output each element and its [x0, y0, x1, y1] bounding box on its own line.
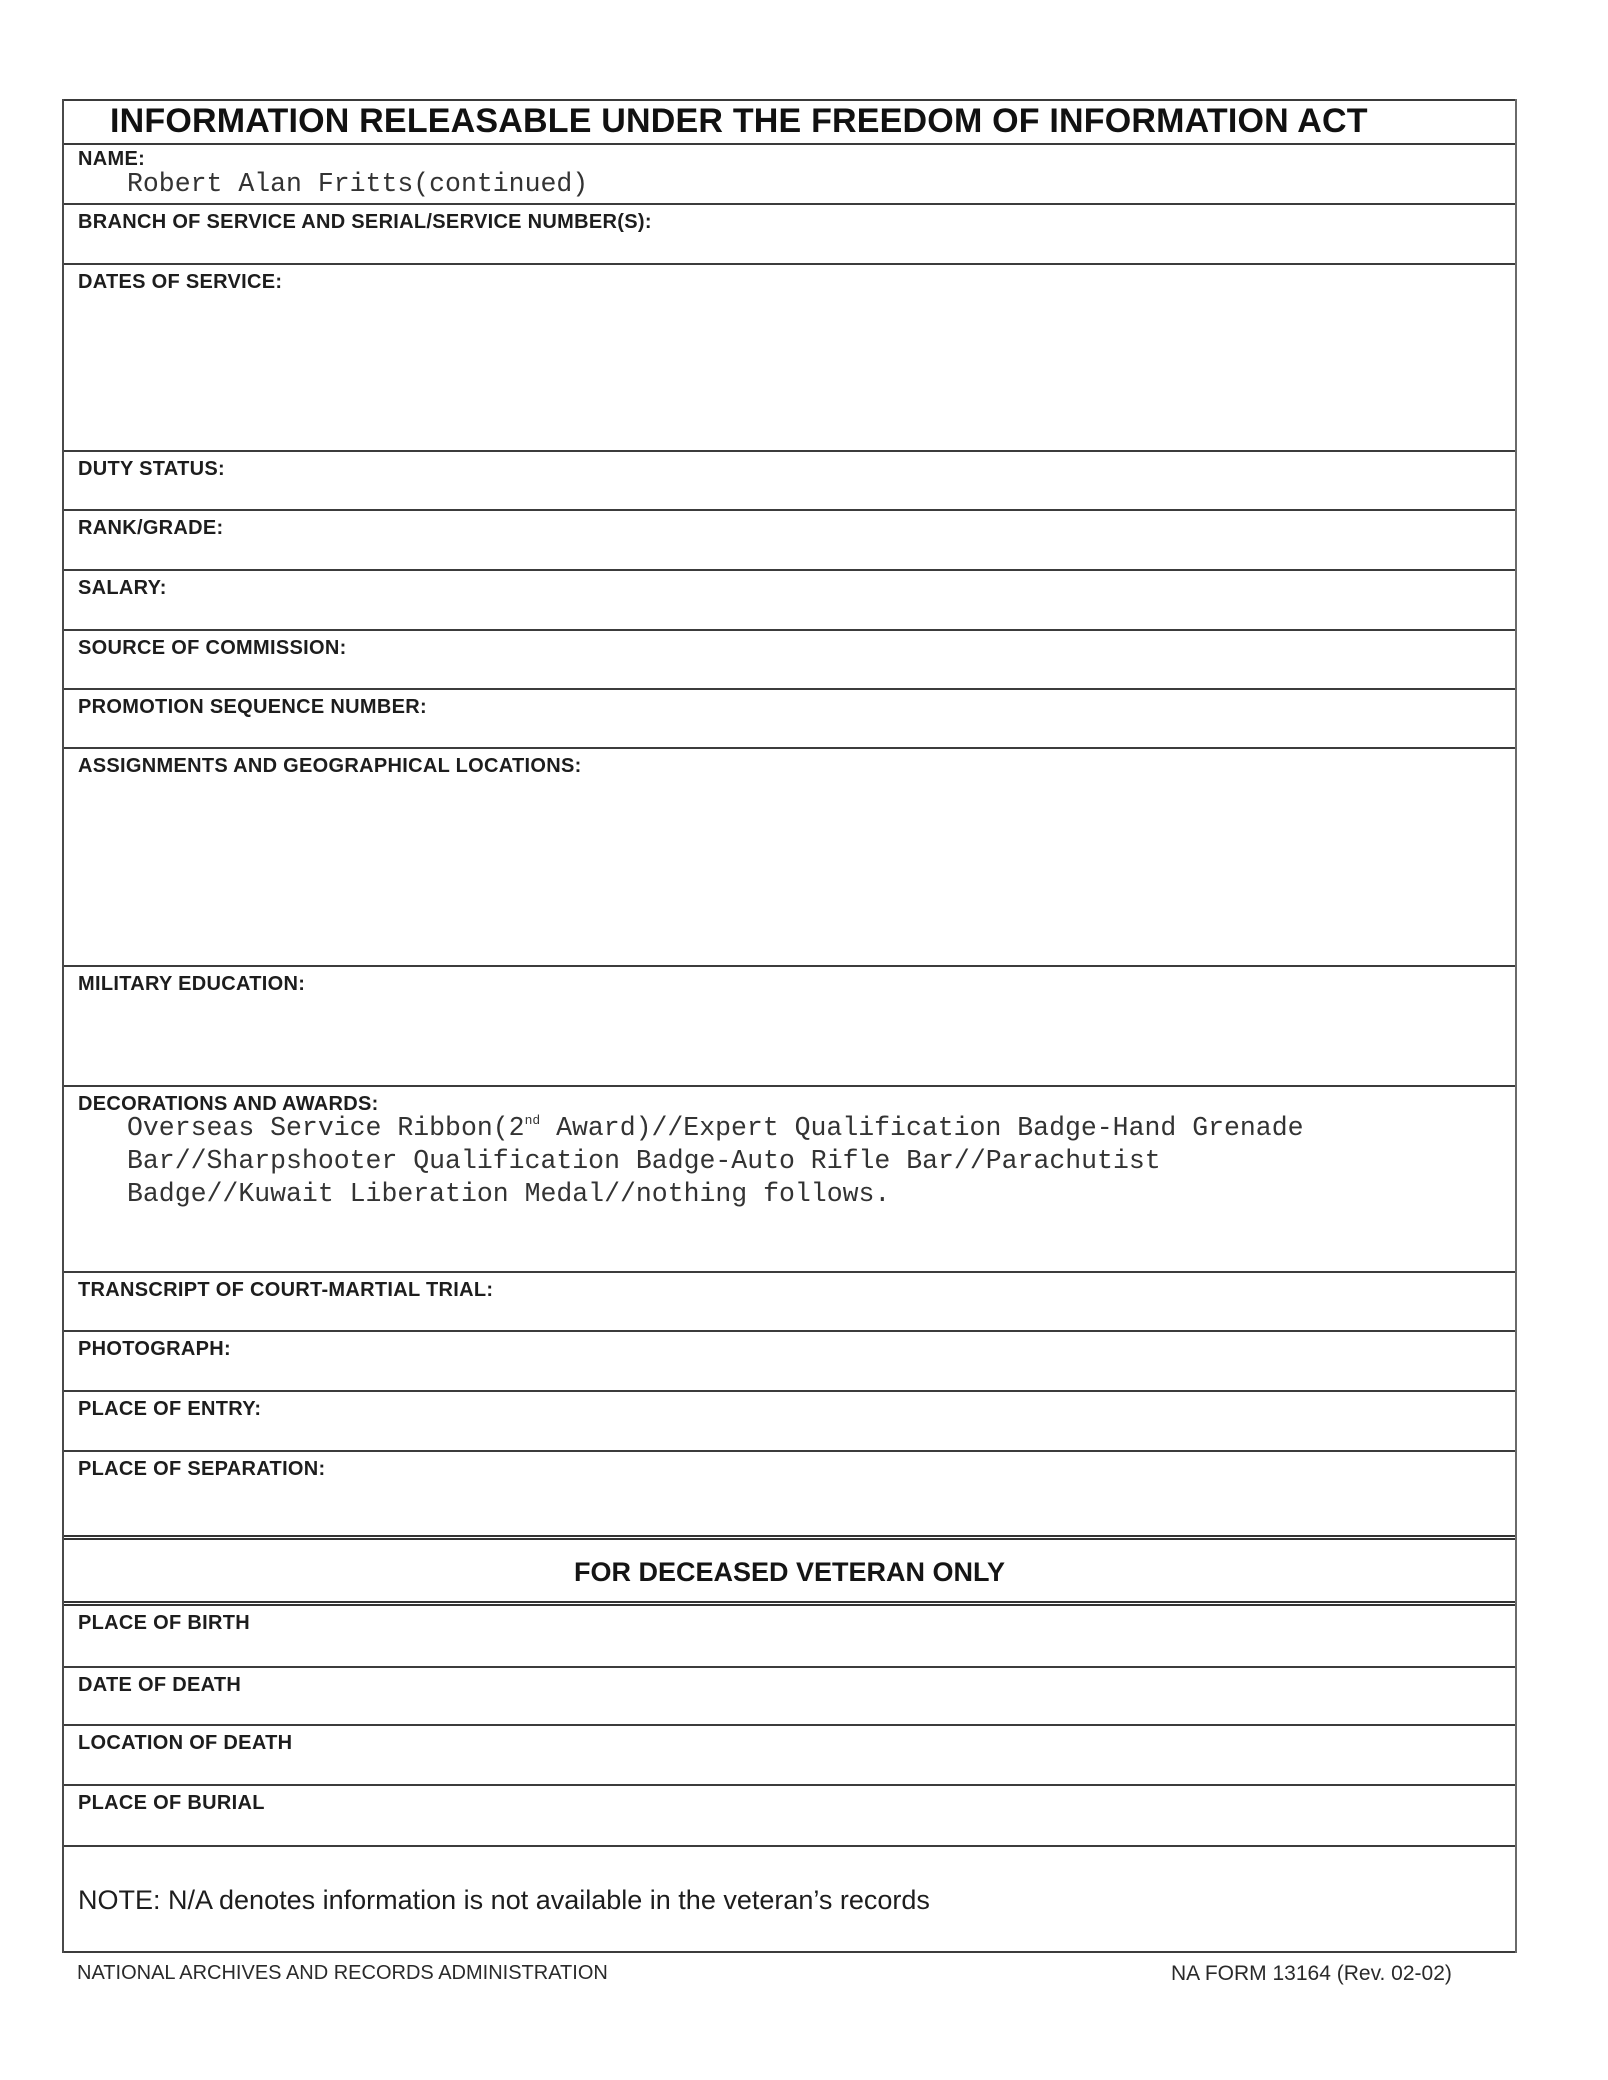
deceased-section-header [64, 1540, 1515, 1606]
field-label: NAME: [78, 148, 146, 170]
field-label: BRANCH OF SERVICE AND SERIAL/SERVICE NUMBER(S): [78, 211, 652, 233]
field-salary [64, 571, 1515, 631]
field-date-of-death [64, 1668, 1515, 1726]
field-place-of-birth [64, 1606, 1515, 1668]
field-label: PROMOTION SEQUENCE NUMBER: [78, 696, 427, 718]
field-branch [64, 205, 1515, 265]
note-text: NOTE: N/A denotes information is not available in the veteran’s records [78, 1885, 930, 1915]
field-place-of-burial [64, 1786, 1515, 1847]
field-promotion-sequence [64, 690, 1515, 749]
field-label: PLACE OF SEPARATION: [78, 1458, 326, 1480]
field-decorations [64, 1087, 1515, 1273]
field-source-of-commission [64, 631, 1515, 690]
field-label: RANK/GRADE: [78, 517, 224, 539]
footer-form-number: NA FORM 13164 (Rev. 02-02) [1171, 1962, 1452, 1985]
field-label: LOCATION OF DEATH [78, 1732, 293, 1754]
field-place-of-separation [64, 1452, 1515, 1540]
field-label: SALARY: [78, 577, 167, 599]
field-label: PLACE OF ENTRY: [78, 1398, 262, 1420]
note-box [64, 1847, 1515, 1953]
field-label: DATES OF SERVICE: [78, 271, 283, 293]
field-label: DATE OF DEATH [78, 1674, 242, 1696]
form-title: INFORMATION RELEASABLE UNDER THE FREEDOM OF INFORMATION ACT [110, 102, 1368, 140]
field-label: DECORATIONS AND AWARDS: [78, 1093, 379, 1115]
ordinal-suffix: nd [524, 1113, 541, 1128]
field-duty-status [64, 452, 1515, 511]
decorations-text: Overseas Service Ribbon(2 [127, 1113, 525, 1143]
field-label: PHOTOGRAPH: [78, 1338, 231, 1360]
field-rank-grade [64, 511, 1515, 571]
field-label: PLACE OF BURIAL [78, 1792, 265, 1814]
field-location-of-death [64, 1726, 1515, 1786]
form-title-box [64, 99, 1515, 145]
foia-form [62, 99, 1517, 1953]
field-military-education [64, 967, 1515, 1087]
field-label: MILITARY EDUCATION: [78, 973, 306, 995]
footer-agency: NATIONAL ARCHIVES AND RECORDS ADMINISTRATION [77, 1962, 608, 1984]
deceased-heading: FOR DECEASED VETERAN ONLY [573, 1557, 1006, 1587]
name-value: Robert Alan Fritts(continued) [127, 169, 589, 199]
field-assignments [64, 749, 1515, 967]
field-photograph [64, 1332, 1515, 1392]
decorations-line-2: Bar//Sharpshooter Qualification Badge-Auto Rifle Bar//Parachutist [127, 1146, 1161, 1176]
field-name [64, 145, 1515, 205]
field-label: SOURCE OF COMMISSION: [78, 637, 347, 659]
decorations-text: Award)//Expert Qualification Badge-Hand Grenade [540, 1113, 1304, 1143]
field-label: ASSIGNMENTS AND GEOGRAPHICAL LOCATIONS: [78, 755, 582, 777]
decorations-line-1 [127, 1112, 1304, 1145]
field-label: TRANSCRIPT OF COURT-MARTIAL TRIAL: [78, 1279, 494, 1301]
field-label: PLACE OF BIRTH [78, 1612, 250, 1634]
field-label: DUTY STATUS: [78, 458, 225, 480]
field-place-of-entry [64, 1392, 1515, 1452]
decorations-line-3: Badge//Kuwait Liberation Medal//nothing follows. [127, 1179, 891, 1209]
field-court-martial-transcript [64, 1273, 1515, 1332]
field-dates-of-service [64, 265, 1515, 452]
